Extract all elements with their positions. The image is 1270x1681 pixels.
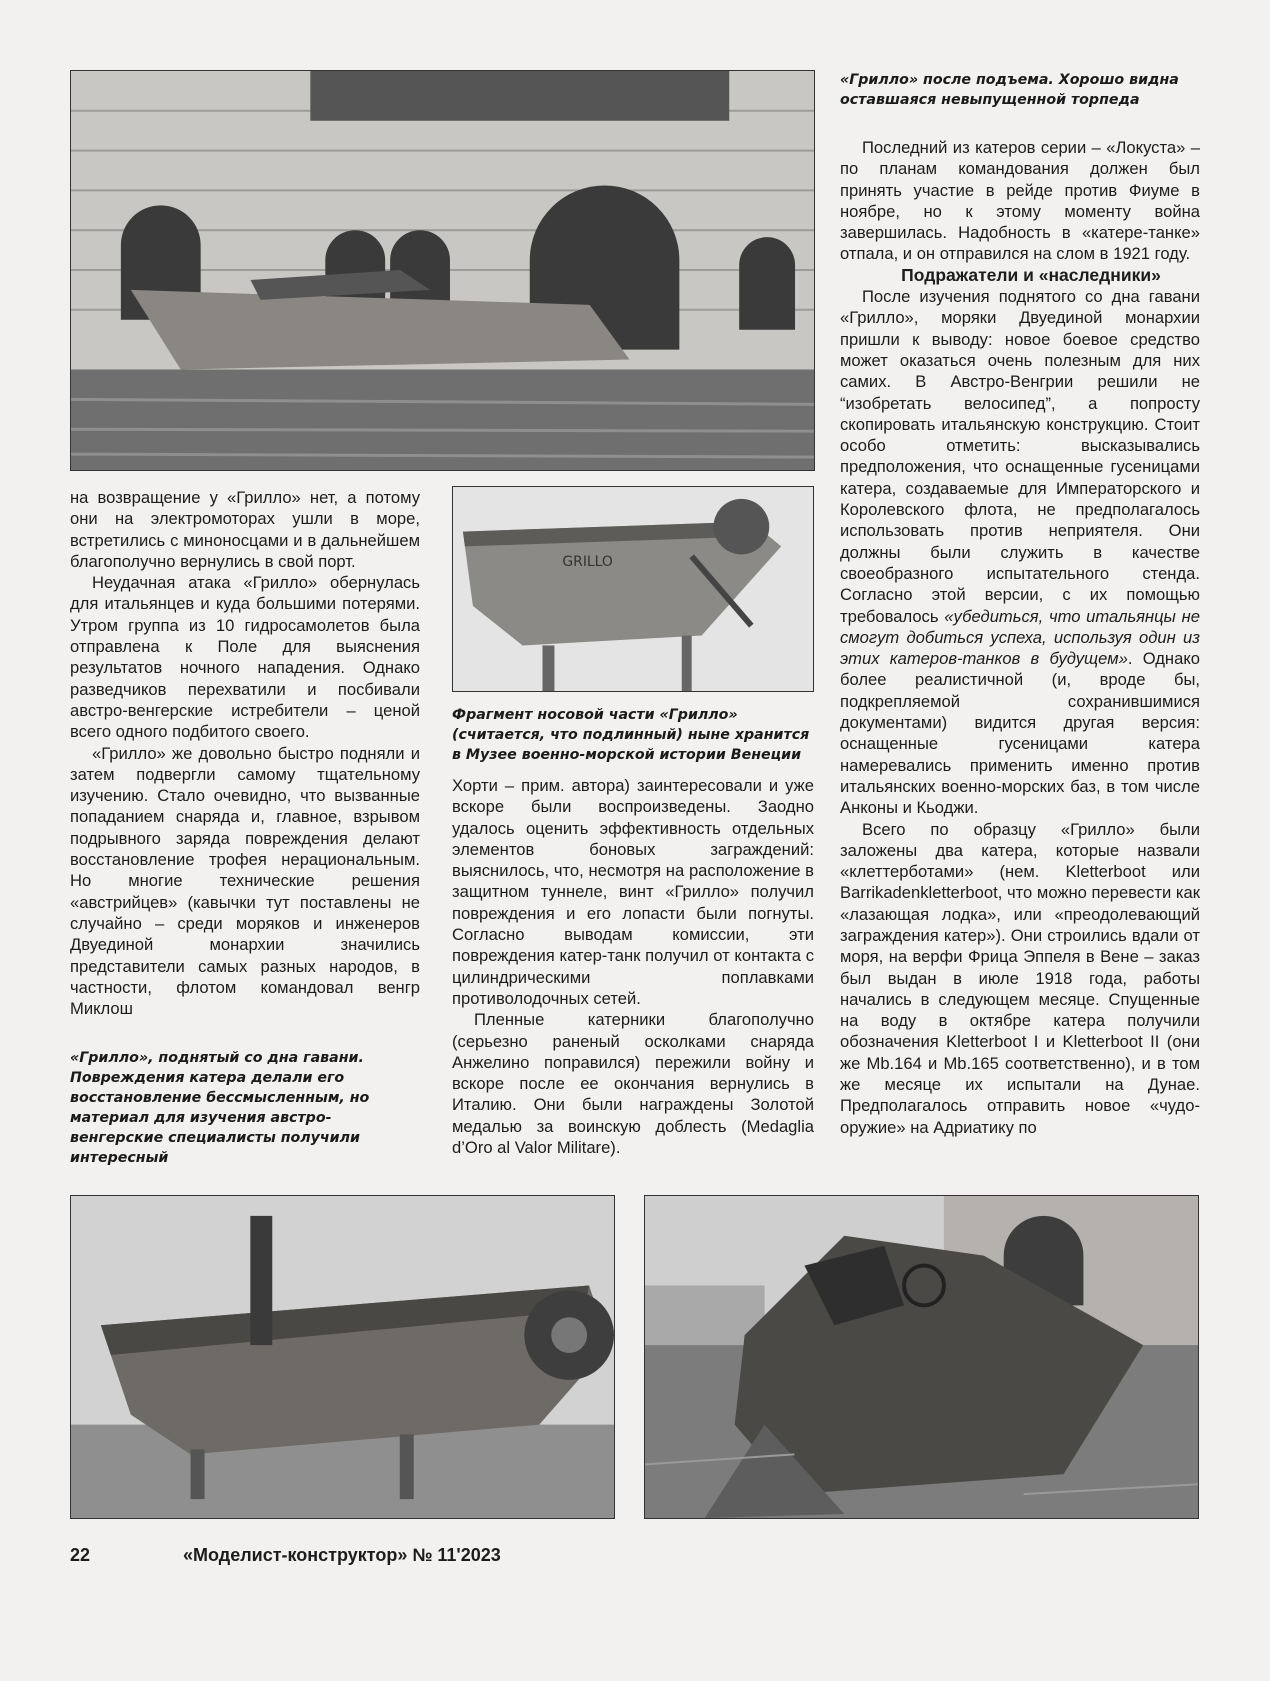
photo-bottom-right — [644, 1195, 1199, 1519]
section-heading: Подражатели и «наследники» — [901, 264, 1161, 285]
caption-left-bottom: «Грилло», поднятый со дна гавани. Повреждения катера делали его восстановление бессмысленным, но материал для изучения австро-венгерские специалисты получили интересный — [70, 1050, 370, 1166]
photo-bottom-right-drawing — [645, 1196, 1198, 1518]
paragraph: «Грилло» же довольно быстро подняли и затем подвергли самому тщательному изучению. Стало очевидно, что вызванные попаданием снаряда и, главное, взрывом подрывного заряда повреждения делают восстановление трофея нерациональным. Но многие технические решения «австрийцев» (кавычки тут поставлены не случайно – среди моряков и инженеров Двуединой монархии значились представители самых разных народов, в частности, флотом командовал венгр Миклош — [70, 743, 420, 1019]
paragraph: Последний из катеров серии – «Локуста» – по планам командования должен был принять участие в рейде против Фиуме в ноябре, но к этому моменту война завершилась. Надобность в «катере-танке» отпала, и он отправился на слом в 1921 году. — [840, 138, 1200, 264]
middle-column — [452, 775, 814, 1158]
photo-bottom-left — [70, 1195, 615, 1519]
text-run: После изучения поднятого со дна гавани «Грилло», моряки Двуединой монархии пришли к выводу: новое боевое средство может оказаться очень полезным для них самих. В Австро-Венгрии решили не “изобретать велосипед”, а попросту скопировать итальянскую конструкцию. Стоит особо отметить: высказывались предположения, что оснащенные гусеницами катера, создаваемые для Императорского и Королевского флота, не предполагалось использовать против неприятеля. Они должны были служить в качестве своеобразного испытательного стенда. Согласно этой версии, с их помощью требовалось — [840, 287, 1200, 626]
paragraph: Хорти – прим. автора) заинтересовали и уже вскоре были воспроизведены. Заодно удалось оценить эффективность отдельных элементов боновых заграждений: выяснилось, что, несмотря на расположение в защитном туннеле, винт «Грилло» получил повреждения и его лопасти были погнуты. Согласно выводам комиссии, эти повреждения катер-танк получил от контакта с цилиндрическими поплавками противолодочных сетей. — [452, 776, 814, 1008]
quote-italic: «убедиться, что итальянцы не смогут добиться успеха, используя один из этих катеров-танков в будущем» — [840, 606, 1200, 669]
page-number: 22 — [70, 1545, 91, 1565]
right-column — [840, 137, 1200, 1138]
paragraph: Неудачная атака «Грилло» обернулась для итальянцев и куда большими потерями. Утром группа из 10 гидросамолетов была отправлена к Поле для выяснения результатов ночного нападения. Однако разведчиков перехватили и посбивали австро-венгерские истребители – ценой всего одного подбитого своего. — [70, 573, 420, 742]
caption-museum: Фрагмент носовой части «Грилло» (считается, что подлинный) ныне хранится в Музее военно-морской истории Венеции — [452, 707, 810, 763]
text-run: . Однако более реалистичной (и, вроде бы, подкрепляемой сохранившимися документами) видится другая версия: оснащенные гусеницами катера намеревались применить именно против итальянских военно-морских баз, в том числе Анконы и Кьоджи. — [840, 649, 1200, 818]
hull-lettering: GRILLO — [562, 554, 613, 571]
photo-museum — [452, 486, 814, 692]
photo-top-drawing — [71, 71, 814, 470]
paragraph: Пленные катерники благополучно (серьезно раненый осколками снаряда Анжелино поправился) пережили войну и вскоре после ее окончания вернулись в Италию. Они были награждены Золотой медалью за воинскую доблесть (Medaglia d’Oro al Valor Militare). — [452, 1010, 814, 1158]
left-column — [70, 487, 420, 1019]
photo-bottom-left-drawing — [71, 1196, 614, 1518]
paragraph — [840, 286, 1200, 818]
magazine-title: «Моделист-конструктор» № 11'2023 — [183, 1545, 501, 1565]
paragraph: Всего по образцу «Грилло» были заложены два катера, которые назвали «клеттерботами» (нем. Kletterboot или Barrikadenkletterboot, что можно перевести как «лазающая лодка», или «преодолевающий заграждения катер»). Они строились вдали от моря, на верфи Фрица Эппеля в Вене – заказ был выдан в июле 1918 года, работы начались в следующем месяце. Спущенные на воду в октябре катера получили обозначения Kletterboot I и Kletterboot II (они же Mb.164 и Mb.165 соответственно), и в том же месяце их испытали на Дунае. Предполагалось отправить новое «чудо-оружие» на Адриатику по — [840, 819, 1200, 1137]
paragraph: на возвращение у «Грилло» нет, а потому они на электромоторах ушли в море, встретились с миноносцами и в дальнейшем благополучно вернулись в свой порт. — [70, 488, 420, 571]
caption-top-right: «Грилло» после подъема. Хорошо видна оставшаяся невыпущенной торпеда — [840, 72, 1179, 108]
photo-museum-drawing — [453, 487, 813, 691]
photo-top — [70, 70, 815, 471]
